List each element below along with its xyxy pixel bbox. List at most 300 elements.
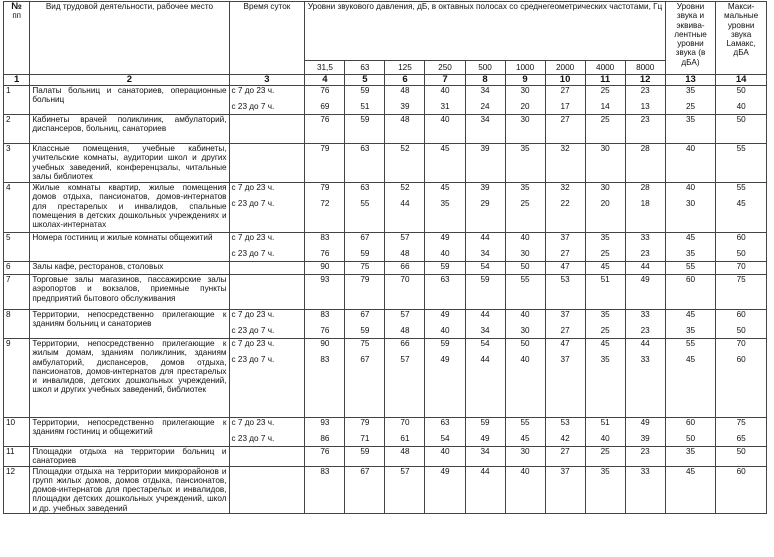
time-cell [229, 86, 305, 115]
table-header [4, 2, 767, 86]
value-cell [545, 447, 585, 467]
value-cell [345, 183, 385, 233]
value-cell [505, 339, 545, 418]
value-cell [305, 86, 345, 115]
column-index-cell: 4 [305, 75, 345, 86]
level-value: 27 [560, 447, 570, 456]
level-value: 70 [736, 339, 746, 348]
value-cell [385, 233, 425, 262]
row-number: 4 [4, 183, 30, 233]
header-time: Время суток [229, 2, 305, 75]
value-cell [585, 86, 625, 115]
value-cell [345, 466, 385, 513]
value-cell [665, 183, 716, 233]
value-cell [385, 339, 425, 418]
table-row [4, 115, 767, 144]
level-value: 63 [360, 183, 370, 192]
value-cell [385, 115, 425, 144]
value-cell [716, 262, 767, 275]
level-value: 40 [520, 310, 530, 319]
level-value: 49 [440, 466, 450, 476]
value-cell [505, 86, 545, 115]
value-cell [716, 447, 767, 467]
level-value: 35 [685, 115, 696, 124]
level-value: 39 [640, 434, 650, 444]
level-value: 40 [440, 249, 450, 259]
level-value: 59 [480, 418, 490, 427]
table-row [4, 418, 767, 447]
value-cell [465, 144, 505, 183]
value-cell [465, 262, 505, 275]
value-cell [716, 310, 767, 339]
level-value: 27 [560, 326, 570, 336]
level-value: 57 [400, 310, 410, 319]
table-row [4, 339, 767, 418]
level-value: 59 [440, 262, 450, 271]
value-cell [345, 310, 385, 339]
time-cell [229, 262, 305, 275]
level-value: 30 [520, 86, 530, 95]
value-cell [505, 418, 545, 447]
level-value: 45 [600, 339, 610, 348]
level-value: 79 [360, 418, 370, 427]
frequency-header: 63 [345, 61, 385, 75]
value-cell [716, 183, 767, 233]
time-cell [229, 275, 305, 310]
value-cell [545, 115, 585, 144]
level-value: 35 [520, 144, 530, 153]
level-value: 40 [440, 326, 450, 336]
value-cell [545, 86, 585, 115]
level-value: 76 [320, 326, 330, 336]
level-value: 54 [480, 339, 490, 348]
level-value: 52 [400, 183, 410, 192]
frequency-header: 31,5 [305, 61, 345, 75]
level-value: 76 [320, 115, 330, 124]
level-value: 35 [685, 447, 696, 456]
level-value: 40 [685, 183, 696, 192]
level-value: 13 [640, 102, 650, 112]
value-cell [345, 144, 385, 183]
level-value: 86 [320, 434, 330, 444]
level-value: 54 [480, 262, 490, 271]
column-index-cell: 6 [385, 75, 425, 86]
level-value: 50 [736, 249, 746, 259]
value-cell [385, 262, 425, 275]
level-value: 30 [600, 183, 610, 192]
time-period: с 23 до 7 ч. [231, 199, 275, 209]
value-cell [545, 262, 585, 275]
table-row [4, 262, 767, 275]
level-value: 48 [400, 115, 410, 124]
value-cell [665, 447, 716, 467]
level-value: 59 [360, 326, 370, 336]
value-cell [665, 86, 716, 115]
level-value: 44 [480, 466, 490, 476]
value-cell [305, 447, 345, 467]
table-row [4, 275, 767, 310]
level-value: 48 [400, 249, 410, 259]
level-value: 32 [560, 144, 570, 153]
row-number: 3 [4, 144, 30, 183]
value-cell [545, 183, 585, 233]
value-cell [465, 418, 505, 447]
activity-cell: Номера гостиниц и жилые комнаты общежитий [30, 233, 229, 262]
value-cell [665, 115, 716, 144]
level-value: 34 [480, 326, 490, 336]
level-value: 63 [440, 275, 450, 284]
level-value: 45 [685, 355, 696, 365]
level-value: 66 [400, 262, 410, 271]
row-number: 5 [4, 233, 30, 262]
level-value: 63 [440, 418, 450, 427]
level-value: 67 [360, 233, 370, 242]
time-period: с 7 до 23 ч. [231, 233, 275, 242]
level-value: 44 [480, 233, 490, 242]
time-period: с 23 до 7 ч. [231, 102, 275, 112]
level-value: 31 [440, 102, 450, 112]
column-index-cell: 2 [30, 75, 229, 86]
level-value: 60 [736, 355, 746, 365]
level-value: 20 [600, 199, 610, 209]
level-value: 93 [320, 275, 330, 284]
frequency-header: 125 [385, 61, 425, 75]
level-value: 52 [400, 144, 410, 153]
row-number: 11 [4, 447, 30, 467]
value-cell [425, 144, 465, 183]
value-cell [425, 466, 465, 513]
value-cell [305, 466, 345, 513]
level-value: 70 [400, 418, 410, 427]
value-cell [505, 310, 545, 339]
level-value: 35 [600, 355, 610, 365]
frequency-header: 8000 [625, 61, 665, 75]
value-cell [305, 310, 345, 339]
value-cell [465, 339, 505, 418]
level-value: 79 [360, 275, 370, 284]
value-cell [425, 86, 465, 115]
value-cell [625, 339, 665, 418]
table-row [4, 466, 767, 513]
level-value: 30 [600, 144, 610, 153]
column-index-cell: 5 [345, 75, 385, 86]
level-value: 44 [480, 355, 490, 365]
value-cell [505, 447, 545, 467]
level-value: 40 [520, 233, 530, 242]
level-value: 50 [736, 86, 746, 95]
level-value: 25 [600, 447, 610, 456]
value-cell [425, 233, 465, 262]
value-cell [505, 262, 545, 275]
table-row [4, 233, 767, 262]
value-cell [345, 115, 385, 144]
value-cell [585, 310, 625, 339]
value-cell [385, 183, 425, 233]
level-value: 67 [360, 355, 370, 365]
value-cell [465, 275, 505, 310]
table-row [4, 310, 767, 339]
level-value: 90 [320, 339, 330, 348]
level-value: 55 [520, 275, 530, 284]
level-value: 51 [600, 275, 610, 284]
level-value: 33 [640, 355, 650, 365]
level-value: 39 [400, 102, 410, 112]
value-cell [545, 144, 585, 183]
row-number: 7 [4, 275, 30, 310]
column-index-row [4, 75, 767, 86]
level-value: 50 [736, 326, 746, 336]
value-cell [625, 310, 665, 339]
level-value: 47 [560, 262, 570, 271]
value-cell [625, 86, 665, 115]
value-cell [345, 86, 385, 115]
value-cell [425, 418, 465, 447]
value-cell [465, 466, 505, 513]
value-cell [505, 115, 545, 144]
value-cell [585, 418, 625, 447]
level-value: 72 [320, 199, 330, 209]
column-index-cell: 13 [665, 75, 716, 86]
value-cell [385, 275, 425, 310]
value-cell [625, 115, 665, 144]
value-cell [505, 183, 545, 233]
row-number: 1 [4, 86, 30, 115]
level-value: 45 [520, 434, 530, 444]
table-row [4, 86, 767, 115]
level-value: 67 [360, 466, 370, 476]
value-cell [385, 418, 425, 447]
column-index-cell: 1 [4, 75, 30, 86]
level-value: 45 [685, 466, 696, 476]
header-eq-level: Уровни звука и эквива-лентные уровни звука (в дБА) [665, 2, 716, 75]
row-number: 6 [4, 262, 30, 275]
level-value: 17 [560, 102, 570, 112]
level-value: 35 [600, 233, 610, 242]
value-cell [425, 262, 465, 275]
time-cell [229, 115, 305, 144]
level-value: 66 [400, 339, 410, 348]
level-value: 18 [640, 199, 650, 209]
level-value: 55 [685, 262, 696, 271]
level-value: 79 [320, 183, 330, 192]
level-value: 45 [736, 199, 746, 209]
value-cell [585, 339, 625, 418]
level-value: 30 [520, 249, 530, 259]
level-value: 75 [360, 262, 370, 271]
level-value: 53 [560, 418, 570, 427]
value-cell [585, 275, 625, 310]
level-value: 28 [640, 144, 650, 153]
level-value: 25 [520, 199, 530, 209]
level-value: 42 [560, 434, 570, 444]
value-cell [305, 339, 345, 418]
value-cell [465, 115, 505, 144]
level-value: 83 [320, 466, 330, 476]
value-cell [305, 183, 345, 233]
level-value: 50 [520, 262, 530, 271]
level-value: 40 [736, 102, 746, 112]
level-value: 59 [480, 275, 490, 284]
level-value: 67 [360, 310, 370, 319]
level-value: 90 [320, 262, 330, 271]
level-value: 61 [400, 434, 410, 444]
level-value: 30 [520, 115, 530, 124]
activity-cell: Палаты больниц и санаториев, операционные больниц [30, 86, 229, 115]
value-cell [545, 339, 585, 418]
time-cell [229, 310, 305, 339]
value-cell [665, 339, 716, 418]
value-cell [385, 466, 425, 513]
level-value: 33 [640, 233, 650, 242]
value-cell [545, 275, 585, 310]
level-value: 23 [640, 326, 650, 336]
level-value: 49 [440, 355, 450, 365]
level-value: 50 [520, 339, 530, 348]
level-value: 83 [320, 233, 330, 242]
level-value: 57 [400, 355, 410, 365]
value-cell [305, 115, 345, 144]
time-period: с 23 до 7 ч. [231, 326, 275, 336]
level-value: 30 [685, 199, 696, 209]
level-value: 28 [640, 183, 650, 192]
activity-cell: Территории, непосредственно прилегающие к зданиям гостиниц и общежитий [30, 418, 229, 447]
level-value: 44 [400, 199, 410, 209]
activity-cell: Территории, непосредственно прилегающие к зданиям больниц и санаториев [30, 310, 229, 339]
level-value: 35 [685, 249, 696, 259]
value-cell [425, 339, 465, 418]
level-value: 25 [600, 115, 610, 124]
level-value: 51 [600, 418, 610, 427]
level-value: 59 [440, 339, 450, 348]
level-value: 50 [736, 447, 746, 456]
value-cell [665, 262, 716, 275]
activity-cell: Кабинеты врачей поликлиник, амбулаторий, диспансеров, больниц, санаториев [30, 115, 229, 144]
level-value: 25 [600, 249, 610, 259]
time-cell [229, 466, 305, 513]
column-index-cell: 3 [229, 75, 305, 86]
level-value: 83 [320, 355, 330, 365]
level-value: 51 [360, 102, 370, 112]
value-cell [716, 339, 767, 418]
level-value: 30 [520, 326, 530, 336]
value-cell [716, 86, 767, 115]
table-row [4, 447, 767, 467]
level-value: 23 [640, 249, 650, 259]
value-cell [665, 466, 716, 513]
activity-cell: Площадки отдыха на территории микрорайонов и групп жилых домов, домов отдыха, пансионатов, домов-интернатов для престарелых и инвалидов, площадки детских дошкольных учреждений, школ и др. учебных заведений [30, 466, 229, 513]
level-value: 34 [480, 115, 490, 124]
value-cell [345, 418, 385, 447]
column-index-cell: 8 [465, 75, 505, 86]
value-cell [585, 144, 625, 183]
level-value: 70 [736, 262, 746, 271]
level-value: 63 [360, 144, 370, 153]
level-value: 40 [440, 86, 450, 95]
level-value: 45 [685, 310, 696, 319]
level-value: 54 [440, 434, 450, 444]
value-cell [716, 466, 767, 513]
level-value: 48 [400, 447, 410, 456]
level-value: 22 [560, 199, 570, 209]
value-cell [625, 233, 665, 262]
level-value: 50 [736, 115, 746, 124]
frequency-header: 1000 [505, 61, 545, 75]
noise-levels-table [3, 1, 767, 514]
activity-cell: Жилые комнаты квартир, жилые помещения домов отдыха, пансионатов, домов-интернатов для престарелых и инвалидов, спальные помещения в детских дошкольных учреждениях и школах-интернатах [30, 183, 229, 233]
value-cell [545, 233, 585, 262]
value-cell [585, 262, 625, 275]
level-value: 47 [560, 339, 570, 348]
time-period: с 23 до 7 ч. [231, 249, 275, 259]
value-cell [465, 86, 505, 115]
level-value: 45 [685, 233, 696, 242]
level-value: 69 [320, 102, 330, 112]
level-value: 75 [360, 339, 370, 348]
level-value: 60 [736, 233, 746, 242]
header-num: № пп [4, 2, 30, 75]
level-value: 40 [440, 447, 450, 456]
column-index-cell: 12 [625, 75, 665, 86]
level-value: 37 [560, 466, 570, 476]
value-cell [665, 144, 716, 183]
value-cell [625, 144, 665, 183]
value-cell [505, 144, 545, 183]
value-cell [385, 447, 425, 467]
value-cell [465, 310, 505, 339]
value-cell [625, 262, 665, 275]
header-activity: Вид трудовой деятельности, рабочее место [30, 2, 229, 75]
value-cell [465, 183, 505, 233]
value-cell [385, 86, 425, 115]
level-value: 76 [320, 447, 330, 456]
header-max-level: Макси-мальные уровни звука Lамакс, дБА [716, 2, 767, 75]
level-value: 34 [480, 86, 490, 95]
value-cell [585, 466, 625, 513]
value-cell [625, 418, 665, 447]
level-value: 57 [400, 466, 410, 476]
level-value: 60 [685, 275, 696, 284]
level-value: 76 [320, 86, 330, 95]
level-value: 59 [360, 115, 370, 124]
value-cell [385, 310, 425, 339]
time-period: с 23 до 7 ч. [231, 434, 275, 444]
level-value: 40 [600, 434, 610, 444]
row-number: 8 [4, 310, 30, 339]
table-row [4, 144, 767, 183]
value-cell [545, 466, 585, 513]
row-number: 2 [4, 115, 30, 144]
level-value: 35 [440, 199, 450, 209]
level-value: 71 [360, 434, 370, 444]
level-value: 60 [736, 310, 746, 319]
level-value: 30 [520, 447, 530, 456]
value-cell [505, 233, 545, 262]
level-value: 49 [480, 434, 490, 444]
level-value: 35 [520, 183, 530, 192]
level-value: 45 [600, 262, 610, 271]
level-value: 44 [640, 262, 650, 271]
time-cell [229, 447, 305, 467]
time-cell [229, 183, 305, 233]
value-cell [425, 447, 465, 467]
level-value: 23 [640, 447, 650, 456]
time-period: с 23 до 7 ч. [231, 355, 275, 365]
level-value: 33 [640, 310, 650, 319]
row-number: 12 [4, 466, 30, 513]
value-cell [305, 233, 345, 262]
level-value: 33 [640, 466, 650, 476]
level-value: 35 [600, 310, 610, 319]
